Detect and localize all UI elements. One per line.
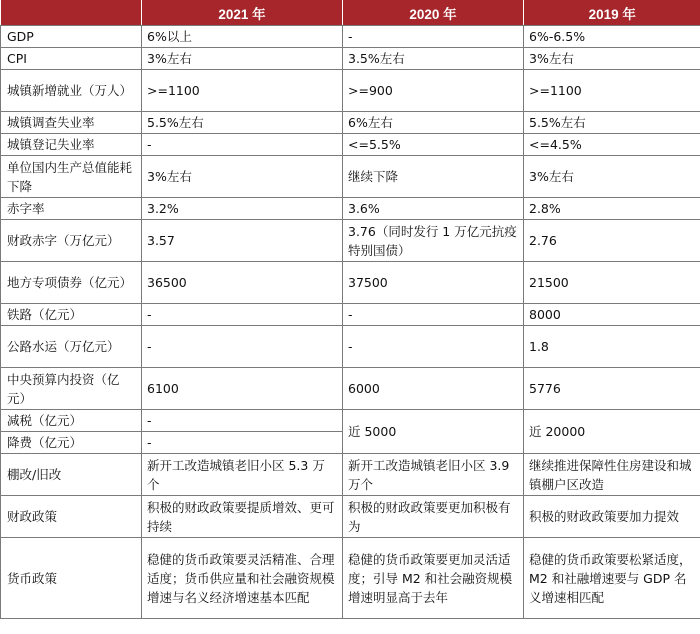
cell-2021: >=1100 xyxy=(142,70,343,112)
cell-2020: 3.6% xyxy=(343,198,524,220)
cell-2021: 新开工改造城镇老旧小区 5.3 万个 xyxy=(142,454,343,496)
cell-2019-tax-fee: 近 20000 xyxy=(524,410,700,454)
cell-2020: 37500 xyxy=(343,262,524,304)
cell-2019: 6%-6.5% xyxy=(524,26,700,48)
cell-2019: 5776 xyxy=(524,368,700,410)
cell-2021: 36500 xyxy=(142,262,343,304)
cell-2019: 1.8 xyxy=(524,326,700,368)
cell-2021: 3%左右 xyxy=(142,156,343,198)
row-gdp xyxy=(1,26,700,48)
row-label: 货币政策 xyxy=(1,538,142,619)
cell-2019: 稳健的货币政策要松紧适度，M2 和社融增速要与 GDP 名义增速相匹配 xyxy=(524,538,700,619)
cell-2020: 继续下降 xyxy=(343,156,524,198)
cell-2019: 2.8% xyxy=(524,198,700,220)
row-survey-unemployment xyxy=(1,112,700,134)
cell-2021: - xyxy=(142,410,343,432)
cell-2021: 6100 xyxy=(142,368,343,410)
row-label: 财政政策 xyxy=(1,496,142,538)
cell-2020: 稳健的货币政策要更加灵活适度；引导 M2 和社会融资规模增速明显高于去年 xyxy=(343,538,524,619)
cell-2020: 3.76（同时发行 1 万亿元抗疫特别国债） xyxy=(343,220,524,262)
cell-2019: 3%左右 xyxy=(524,156,700,198)
cell-2020-tax-fee: 近 5000 xyxy=(343,410,524,454)
cell-2021: 3%左右 xyxy=(142,48,343,70)
row-fiscal-deficit xyxy=(1,220,700,262)
cell-2021: 3.57 xyxy=(142,220,343,262)
header-corner xyxy=(1,0,142,26)
cell-2019: <=4.5% xyxy=(524,134,700,156)
cell-2019: 继续推进保障性住房建设和城镇棚户区改造 xyxy=(524,454,700,496)
row-cpi xyxy=(1,48,700,70)
row-label: 城镇调查失业率 xyxy=(1,112,142,134)
row-new-jobs xyxy=(1,70,700,112)
row-central-investment xyxy=(1,368,700,410)
row-label: 单位国内生产总值能耗下降 xyxy=(1,156,142,198)
cell-2021: 5.5%左右 xyxy=(142,112,343,134)
row-label: CPI xyxy=(1,48,142,70)
row-energy-intensity xyxy=(1,156,700,198)
cell-2019: >=1100 xyxy=(524,70,700,112)
header-row xyxy=(1,0,700,26)
row-fiscal-policy xyxy=(1,496,700,538)
cell-2021: - xyxy=(142,432,343,454)
row-label: 棚改/旧改 xyxy=(1,454,142,496)
cell-2021: - xyxy=(142,304,343,326)
row-monetary-policy xyxy=(1,538,700,619)
cell-2019: 5.5%左右 xyxy=(524,112,700,134)
row-label: GDP xyxy=(1,26,142,48)
row-label: 赤字率 xyxy=(1,198,142,220)
row-label: 中央预算内投资（亿元） xyxy=(1,368,142,410)
row-label: 公路水运（万亿元） xyxy=(1,326,142,368)
cell-2021: 积极的财政政策要提质增效、更可持续 xyxy=(142,496,343,538)
cell-2019: 2.76 xyxy=(524,220,700,262)
row-housing-renovation xyxy=(1,454,700,496)
cell-2020: 新开工改造城镇老旧小区 3.9 万个 xyxy=(343,454,524,496)
cell-2020: 3.5%左右 xyxy=(343,48,524,70)
row-registered-unemployment xyxy=(1,134,700,156)
row-label: 减税（亿元） xyxy=(1,410,142,432)
row-label: 财政赤字（万亿元） xyxy=(1,220,142,262)
header-2021: 2021 年 xyxy=(142,0,343,26)
cell-2021: 稳健的货币政策要灵活精准、合理适度；货币供应量和社会融资规模增速与名义经济增速基本匹配 xyxy=(142,538,343,619)
cell-2021: - xyxy=(142,326,343,368)
row-label: 降费（亿元） xyxy=(1,432,142,454)
header-2020: 2020 年 xyxy=(343,0,524,26)
cell-2020: - xyxy=(343,26,524,48)
row-label: 地方专项债券（亿元） xyxy=(1,262,142,304)
cell-2020: 6000 xyxy=(343,368,524,410)
cell-2020: <=5.5% xyxy=(343,134,524,156)
cell-2021: 6%以上 xyxy=(142,26,343,48)
cell-2019: 21500 xyxy=(524,262,700,304)
cell-2021: 3.2% xyxy=(142,198,343,220)
cell-2020: - xyxy=(343,326,524,368)
header-2019: 2019 年 xyxy=(524,0,700,26)
row-road-waterway xyxy=(1,326,700,368)
row-special-bonds xyxy=(1,262,700,304)
row-tax-cut xyxy=(1,410,700,432)
cell-2020: - xyxy=(343,304,524,326)
row-label: 城镇新增就业（万人） xyxy=(1,70,142,112)
cell-2019: 3%左右 xyxy=(524,48,700,70)
cell-2020: 6%左右 xyxy=(343,112,524,134)
row-deficit-rate xyxy=(1,198,700,220)
cell-2019: 8000 xyxy=(524,304,700,326)
cell-2021: - xyxy=(142,134,343,156)
cell-2019: 积极的财政政策要加力提效 xyxy=(524,496,700,538)
row-label: 城镇登记失业率 xyxy=(1,134,142,156)
row-railway xyxy=(1,304,700,326)
cell-2020: >=900 xyxy=(343,70,524,112)
row-label: 铁路（亿元） xyxy=(1,304,142,326)
cell-2020: 积极的财政政策要更加积极有为 xyxy=(343,496,524,538)
